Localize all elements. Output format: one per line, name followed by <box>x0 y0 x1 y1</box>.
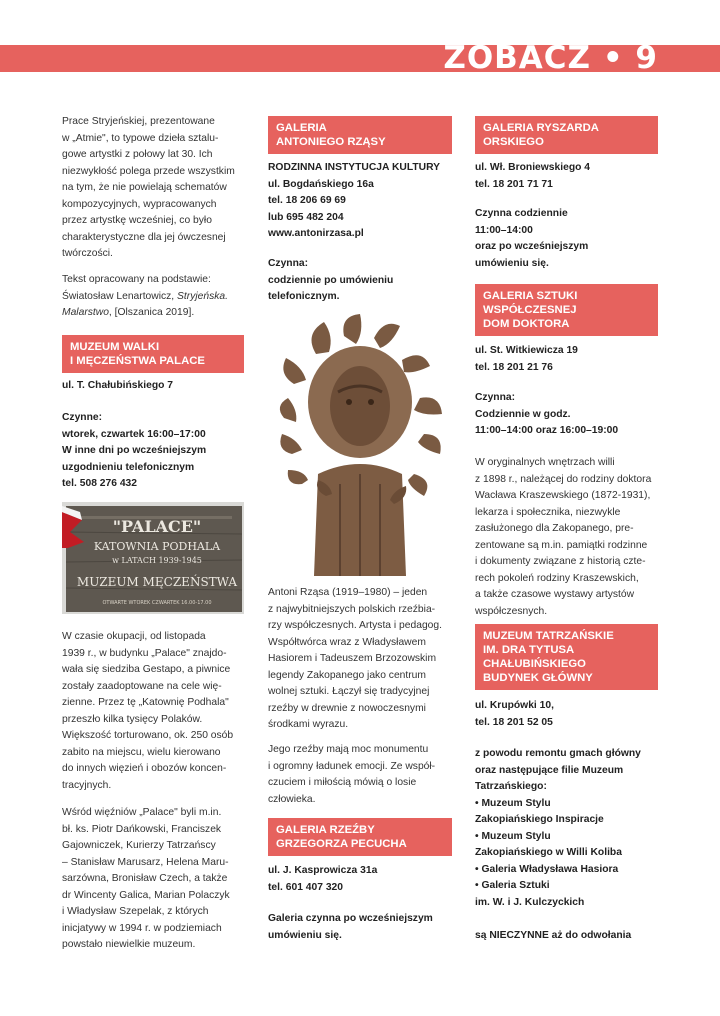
palace-sign-photo <box>62 502 244 614</box>
sign-line-3: w LATACH 1939-1945 <box>112 556 202 565</box>
doktor-gallery-hours: Czynna: Codziennie w godz. 11:00–14:00 oraz 16:00–19:00 <box>475 392 619 436</box>
tatra-museum-notice: z powodu remontu gmach główny oraz następujące filie Muzeum Tatrzańskiego: • Muzeum Stylu Zakopiańskiego Inspiracje • Muzeum Stylu Zakopiańskiego w Willi Koliba • Galeria Władysława Hasiora • Galeria Sztuki im. W. i J. Kulczyckich <box>475 748 641 908</box>
rzasa-bio-paragraph: Antoni Rząsa (1919–1980) – jeden z najwybitniejszych polskich rzeźbia- rzy współczesnych. Artysta i pedagog. Współtwórca wraz z Władysławem Hasiorem i Tadeuszem Brzozowskim legendy Zakopanego jako centrum wolnej sztuki. Łączył się tradycyjnej rzeźby w drewnie z nowoczesnymi środkami wyrazu. <box>268 587 442 730</box>
rzasa-gallery-info: RODZINNA INSTYTUCJA KULTURY ul. Bogdańskiego 16a tel. 18 206 69 69 lub 695 482 204 www.antonirzasa.pl <box>268 162 440 239</box>
pecuch-gallery-info: ul. J. Kasprowicza 31a tel. 601 407 320 <box>268 865 378 893</box>
rzasa-sculpture-photo <box>274 314 448 576</box>
doktor-gallery-info: ul. St. Witkiewicza 19 tel. 18 201 21 76 <box>475 345 578 373</box>
museum-palace-address: ul. T. Chałubińskiego 7 <box>62 380 173 391</box>
sign-line-1: "PALACE" <box>112 517 202 536</box>
tatra-museum-heading: MUZEUM TATRZAŃSKIE IM. DRA TYTUSA CHAŁUBIŃSKIEGO BUDYNEK GŁÓWNY <box>475 624 658 690</box>
orski-gallery-info: ul. Wł. Broniewskiego 4 tel. 18 201 71 71 <box>475 162 591 190</box>
prisoners-paragraph: Wśród więźniów „Palace" byli m.in. bł. ks. Piotr Dańkowski, Franciszek Gajowniczek, Kurierzy Tatrzańscy – Stanisław Marusarz, Helena Maru- sarzówna, Bronisław Czech, a także dr Wincenty Galica, Marian Polaczyk i Władysław Szepelak, z których inicjatywy w 1994 r. w podziemiach powstało niewielkie muzeum. <box>62 807 230 950</box>
tatra-museum-info: ul. Krupówki 10, tel. 18 201 52 05 <box>475 700 554 728</box>
pecuch-gallery-hours: Galeria czynna po wcześniejszym umówieniu się. <box>268 913 433 941</box>
source-paragraph <box>62 272 252 322</box>
orski-gallery-hours: Czynna codziennie 11:00–14:00 oraz po wcześniejszym umówieniu się. <box>475 208 589 269</box>
source-title: Stryjeńska. Malarstwo <box>62 290 228 318</box>
source-author: Światosław Lenartowicz, <box>62 290 178 302</box>
orski-gallery-heading: GALERIA RYSZARDA ORSKIEGO <box>475 116 658 154</box>
museum-palace-heading: MUZEUM WALKI I MĘCZEŃSTWA PALACE <box>62 335 244 373</box>
source-label: Tekst opracowany na podstawie: <box>62 274 211 285</box>
intro-paragraph: Prace Stryjeńskiej, prezentowane w „Atmie", to typowe dzieła sztalu- gowe artystki z połowy lat 30. Ich niezwykłość polega przede wszystkim na tym, że nie powielają schematów kompozycyjnych, wypracowanych przez artystkę wcześniej, co było charakterystyczne dla jej ówczesnej twórczości. <box>62 116 235 259</box>
sign-line-5: OTWARTE WTOREK CZWARTEK 16.00-17.00 <box>102 600 212 606</box>
rzasa-works-paragraph: Jego rzeźby mają moc monumentu i ogromny ładunek emocji. Ze współ- czuciem i miłością mówią o losie człowieka. <box>268 744 436 805</box>
rzasa-gallery-hours: Czynna: codziennie po umówieniu telefonicznym. <box>268 258 394 302</box>
museum-palace-hours: Czynne: wtorek, czwartek 16:00–17:00 W inne dni po wcześniejszym uzgodnieniu telefonicznym tel. 508 276 432 <box>62 412 207 489</box>
page-title: ZOBACZ • 9 <box>443 40 658 76</box>
history-paragraph: W czasie okupacji, od listopada 1939 r., w budynku „Palace" znajdo- wała się siedziba Gestapo, a piwnice zostały zaadoptowane na cele wię- zienne. Przez tę „Katownię Podhala" przeszło kilka tysięcy Polaków. Większość torturowano, ok. 250 osób zabito na miejscu, wielu kierowano do innych więzień i obozów koncen- tracyjnych. <box>62 631 234 791</box>
pecuch-gallery-heading: GALERIA RZEŹBY GRZEGORZA PECUCHA <box>268 818 452 856</box>
doktor-gallery-heading: GALERIA SZTUKI WSPÓŁCZESNEJ DOM DOKTORA <box>475 284 658 336</box>
tatra-museum-closed: są NIECZYNNE aż do odwołania <box>475 930 632 941</box>
doktor-gallery-description: W oryginalnych wnętrzach willi z 1898 r., należącej do rodziny doktora Wacława Kraszewskiego (1872-1931), lekarza i społecznika, niezwykle zasłużonego dla Zakopanego, pre- zentowane są m.in. pamiątki rodzinne i dokumenty związane z historią czte- rech pokoleń rodziny Kraszewskich, a także czasowe wystawy artystów współczesnych. <box>475 457 652 617</box>
source-rest: , [Olszanica 2019]. <box>108 307 195 318</box>
sign-line-4: MUZEUM MĘCZEŃSTWA <box>76 575 238 589</box>
rzasa-gallery-heading: GALERIA ANTONIEGO RZĄSY <box>268 116 452 154</box>
sign-line-2: KATOWNIA PODHALA <box>93 540 221 553</box>
